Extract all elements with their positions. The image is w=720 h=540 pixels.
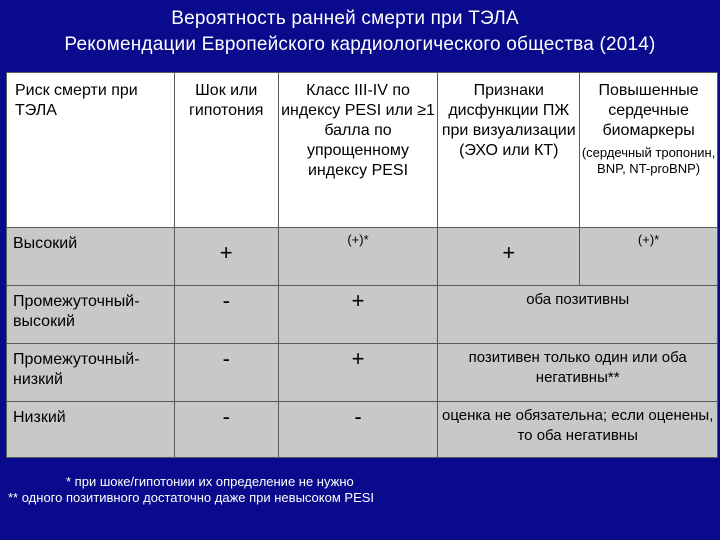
shock-value: - [222, 288, 230, 313]
pesi-value: + [351, 288, 365, 313]
table-row [7, 344, 718, 402]
header-rv-dysfunction [438, 73, 580, 228]
table-row [7, 228, 718, 286]
row-risk-label: Промежуточный-низкий [7, 344, 175, 402]
shock-value: + [219, 240, 233, 265]
header-rv-text: Признаки дисфункции ПЖ при визуализации (ЭХО или КТ) [441, 82, 576, 159]
row-combined-cell: оба позитивны [438, 286, 718, 344]
header-shock-text: Шок или гипотония [189, 82, 264, 119]
slide-title [0, 6, 720, 58]
row-shock-cell [174, 286, 278, 344]
biomarkers-value: (+)* [637, 232, 660, 247]
row-pesi-cell [278, 344, 438, 402]
footnote-1: * при шоке/гипотонии их определение не нужно [66, 474, 354, 489]
row-combined-cell: позитивен только один или оба негативны** [438, 344, 718, 402]
row-pesi-cell [278, 402, 438, 458]
row-combined-cell: оценка не обязательна; если оценены, то оба негативны [438, 402, 718, 458]
pesi-value: - [354, 404, 362, 429]
pesi-value: + [351, 346, 365, 371]
table-row [7, 402, 718, 458]
shock-value: - [222, 404, 230, 429]
risk-table [6, 72, 718, 458]
pesi-value: (+)* [347, 232, 369, 247]
row-biomarkers-cell [580, 228, 718, 286]
header-biomarkers-sub: (сердечный тропонин, BNP, NT-proBNP) [581, 145, 716, 176]
row-shock-cell [174, 344, 278, 402]
footnote-2: ** одного позитивного достаточно даже при невысоком PESI [8, 490, 375, 505]
table-row [7, 286, 718, 344]
rv-value: + [502, 240, 516, 265]
row-rv-cell [438, 228, 580, 286]
row-pesi-cell [278, 228, 438, 286]
row-shock-cell [174, 228, 278, 286]
header-pesi [278, 73, 438, 228]
header-pesi-text: Класс III-IV по индексу PESI или ≥1 балла по упрощенному индексу PESI [281, 82, 435, 179]
header-risk: Риск смерти при ТЭЛА [7, 73, 175, 228]
row-risk-label: Промежуточный-высокий [7, 286, 175, 344]
row-risk-label: Высокий [7, 228, 175, 286]
title-line-2: Рекомендации Европейского кардиологического общества (2014) [64, 34, 656, 55]
row-shock-cell [174, 402, 278, 458]
row-pesi-cell [278, 286, 438, 344]
footnotes [8, 474, 708, 506]
table-header-row [7, 73, 718, 228]
header-biomarkers [580, 73, 718, 228]
row-risk-label: Низкий [7, 402, 175, 458]
shock-value: - [222, 346, 230, 371]
header-biomarkers-text: Повышенные сердечные биомаркеры [598, 82, 699, 139]
header-shock [174, 73, 278, 228]
title-line-1: Вероятность ранней смерти при ТЭЛА [171, 8, 519, 29]
